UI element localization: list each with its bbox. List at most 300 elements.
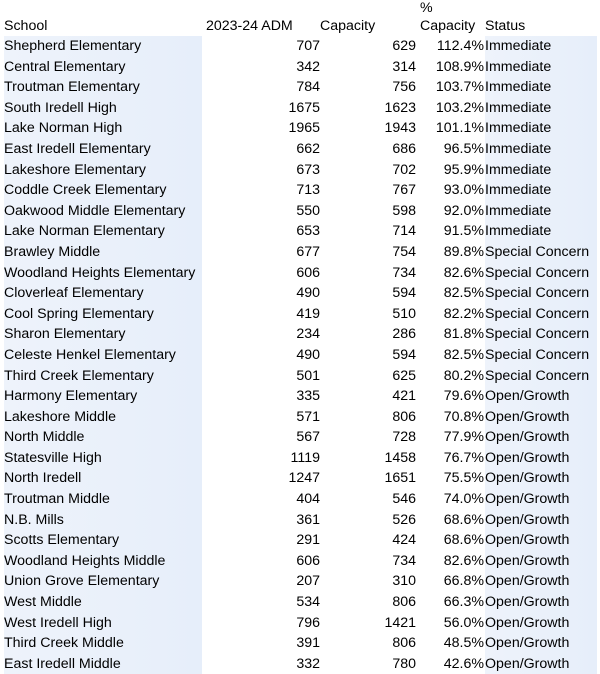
cell-capacity[interactable] xyxy=(320,366,416,387)
cell-adm[interactable] xyxy=(206,592,320,613)
cell-status[interactable] xyxy=(485,530,597,551)
table-row xyxy=(0,263,600,284)
cell-adm[interactable] xyxy=(206,407,320,428)
cell-school-text: Cloverleaf Elementary xyxy=(4,285,144,302)
cell-status[interactable] xyxy=(485,489,597,510)
cell-school[interactable] xyxy=(4,304,202,325)
table-row xyxy=(0,613,600,634)
cell-status-text: Immediate xyxy=(485,79,552,96)
cell-adm-text: 606 xyxy=(296,264,320,281)
cell-adm-text: 1965 xyxy=(288,120,320,137)
cell-capacity[interactable] xyxy=(320,180,416,201)
cell-percent-capacity-text: 74.0% xyxy=(443,491,484,508)
cell-percent-capacity[interactable] xyxy=(416,654,484,674)
cell-school-text: North Iredell xyxy=(4,470,82,487)
cell-percent-capacity[interactable] xyxy=(416,77,484,98)
cell-status[interactable] xyxy=(485,571,597,592)
table-row xyxy=(0,386,600,407)
cell-status-text: Open/Growth xyxy=(485,573,570,590)
cell-adm-text: 673 xyxy=(296,161,320,178)
cell-status[interactable] xyxy=(485,201,597,222)
cell-percent-capacity-text: 82.6% xyxy=(443,264,484,281)
cell-school[interactable] xyxy=(4,633,202,654)
cell-adm[interactable] xyxy=(206,139,320,160)
cell-adm-text: 332 xyxy=(296,655,320,672)
cell-adm-text: 419 xyxy=(296,305,320,322)
header-percent-capacity-label: Capacity xyxy=(420,18,476,34)
cell-school-text: Troutman Middle xyxy=(4,491,110,508)
cell-school[interactable] xyxy=(4,427,202,448)
cell-percent-capacity[interactable] xyxy=(416,427,484,448)
cell-capacity[interactable] xyxy=(320,98,416,119)
cell-percent-capacity-text: 80.2% xyxy=(443,367,484,384)
cell-status[interactable] xyxy=(485,304,597,325)
cell-adm[interactable] xyxy=(206,118,320,139)
cell-capacity-text: 1623 xyxy=(384,99,416,116)
cell-percent-capacity[interactable] xyxy=(416,613,484,634)
cell-adm[interactable] xyxy=(206,283,320,304)
cell-adm[interactable] xyxy=(206,468,320,489)
cell-percent-capacity[interactable] xyxy=(416,283,484,304)
cell-capacity-text: 310 xyxy=(392,573,416,590)
cell-adm-text: 501 xyxy=(296,367,320,384)
cell-school[interactable] xyxy=(4,324,202,345)
table-row xyxy=(0,160,600,181)
cell-percent-capacity[interactable] xyxy=(416,98,484,119)
cell-status[interactable] xyxy=(485,263,597,284)
cell-percent-capacity[interactable] xyxy=(416,407,484,428)
cell-adm[interactable] xyxy=(206,654,320,674)
cell-school[interactable] xyxy=(4,613,202,634)
cell-status[interactable] xyxy=(485,77,597,98)
cell-capacity-text: 806 xyxy=(392,408,416,425)
cell-status-text: Open/Growth xyxy=(485,429,570,446)
cell-adm[interactable] xyxy=(206,160,320,181)
cell-adm[interactable] xyxy=(206,366,320,387)
cell-capacity[interactable] xyxy=(320,324,416,345)
cell-percent-capacity[interactable] xyxy=(416,448,484,469)
cell-status[interactable] xyxy=(485,592,597,613)
cell-status[interactable] xyxy=(485,118,597,139)
cell-school[interactable] xyxy=(4,221,202,242)
cell-percent-capacity[interactable] xyxy=(416,386,484,407)
cell-status[interactable] xyxy=(485,345,597,366)
cell-school[interactable] xyxy=(4,180,202,201)
cell-percent-capacity-text: 82.6% xyxy=(443,552,484,569)
table-row xyxy=(0,98,600,119)
cell-adm[interactable] xyxy=(206,221,320,242)
cell-adm-text: 404 xyxy=(296,491,320,508)
table-row xyxy=(0,530,600,551)
cell-school-text: Shepherd Elementary xyxy=(4,38,142,54)
cell-status-text: Open/Growth xyxy=(485,552,570,569)
cell-adm[interactable] xyxy=(206,263,320,284)
cell-adm-text: 713 xyxy=(296,182,320,199)
cell-percent-capacity[interactable] xyxy=(416,57,484,78)
cell-status-text: Open/Growth xyxy=(485,635,570,652)
cell-percent-capacity-text: 70.8% xyxy=(443,408,484,425)
cell-adm-text: 234 xyxy=(296,326,320,343)
cell-adm-text: 653 xyxy=(296,223,320,240)
cell-adm[interactable] xyxy=(206,180,320,201)
cell-status-text: Open/Growth xyxy=(485,449,570,466)
cell-percent-capacity[interactable] xyxy=(416,139,484,160)
cell-percent-capacity-text: 101.1% xyxy=(435,120,484,137)
cell-adm-text: 490 xyxy=(296,346,320,363)
cell-school[interactable] xyxy=(4,468,202,489)
cell-school-text: Cool Spring Elementary xyxy=(4,305,154,322)
cell-school[interactable] xyxy=(4,407,202,428)
cell-status-text: Open/Growth xyxy=(485,511,570,528)
cell-capacity[interactable] xyxy=(320,613,416,634)
cell-capacity[interactable] xyxy=(320,489,416,510)
cell-school-text: Lakeshore Middle xyxy=(4,408,116,425)
cell-status[interactable] xyxy=(485,36,597,57)
cell-capacity[interactable] xyxy=(320,77,416,98)
cell-capacity[interactable] xyxy=(320,283,416,304)
table-row xyxy=(0,242,600,263)
cell-status-text: Special Concern xyxy=(485,285,590,302)
cell-adm-text: 291 xyxy=(296,532,320,549)
cell-percent-capacity[interactable] xyxy=(416,118,484,139)
cell-percent-capacity-text: 93.0% xyxy=(443,182,484,199)
table-row xyxy=(0,304,600,325)
cell-adm[interactable] xyxy=(206,77,320,98)
cell-status-text: Immediate xyxy=(485,182,552,199)
cell-capacity[interactable] xyxy=(320,448,416,469)
cell-percent-capacity[interactable] xyxy=(416,510,484,531)
cell-status[interactable] xyxy=(485,427,597,448)
cell-percent-capacity[interactable] xyxy=(416,242,484,263)
cell-school-text: Oakwood Middle Elementary xyxy=(4,202,186,219)
cell-percent-capacity-text: 66.3% xyxy=(443,594,484,611)
cell-capacity[interactable] xyxy=(320,57,416,78)
cell-percent-capacity-text: 48.5% xyxy=(443,635,484,652)
cell-capacity-text: 629 xyxy=(392,38,416,54)
cell-school[interactable] xyxy=(4,242,202,263)
cell-status-text: Special Concern xyxy=(485,305,590,322)
cell-adm[interactable] xyxy=(206,489,320,510)
cell-status-text: Immediate xyxy=(485,161,552,178)
table-row xyxy=(0,407,600,428)
cell-status[interactable] xyxy=(485,633,597,654)
cell-status[interactable] xyxy=(485,468,597,489)
cell-status[interactable] xyxy=(485,613,597,634)
cell-capacity[interactable] xyxy=(320,633,416,654)
cell-adm[interactable] xyxy=(206,345,320,366)
cell-percent-capacity[interactable] xyxy=(416,324,484,345)
table-row xyxy=(0,571,600,592)
cell-adm-text: 784 xyxy=(296,79,320,96)
cell-capacity[interactable] xyxy=(320,221,416,242)
cell-status[interactable] xyxy=(485,386,597,407)
cell-percent-capacity-text: 68.6% xyxy=(443,511,484,528)
cell-school-text: Sharon Elementary xyxy=(4,326,126,343)
cell-adm-text: 1247 xyxy=(288,470,320,487)
cell-school-text: Lakeshore Elementary xyxy=(4,161,146,178)
cell-adm-text: 567 xyxy=(296,429,320,446)
cell-adm-text: 1675 xyxy=(288,99,320,116)
cell-percent-capacity[interactable] xyxy=(416,592,484,613)
cell-adm[interactable] xyxy=(206,304,320,325)
cell-capacity[interactable] xyxy=(320,263,416,284)
cell-percent-capacity[interactable] xyxy=(416,36,484,57)
cell-school-text: Celeste Henkel Elementary xyxy=(4,346,176,363)
cell-percent-capacity-text: 42.6% xyxy=(443,655,484,672)
header-capacity-label: Capacity xyxy=(320,18,376,34)
cell-capacity-text: 1943 xyxy=(384,120,416,137)
cell-capacity-text: 728 xyxy=(392,429,416,446)
table-row xyxy=(0,57,600,78)
table-row xyxy=(0,654,600,674)
cell-status-text: Special Concern xyxy=(485,264,590,281)
cell-school-text: Brawley Middle xyxy=(4,243,101,260)
cell-adm-text: 571 xyxy=(296,408,320,425)
cell-status[interactable] xyxy=(485,221,597,242)
cell-percent-capacity[interactable] xyxy=(416,221,484,242)
cell-status-text: Open/Growth xyxy=(485,614,570,631)
cell-capacity[interactable] xyxy=(320,427,416,448)
cell-adm-text: 550 xyxy=(296,202,320,219)
cell-school[interactable] xyxy=(4,263,202,284)
cell-capacity[interactable] xyxy=(320,386,416,407)
cell-status[interactable] xyxy=(485,57,597,78)
cell-capacity-text: 546 xyxy=(392,491,416,508)
table-row xyxy=(0,468,600,489)
cell-adm[interactable] xyxy=(206,633,320,654)
cell-percent-capacity[interactable] xyxy=(416,633,484,654)
table-body xyxy=(0,36,600,674)
header-status[interactable] xyxy=(485,0,597,36)
cell-status[interactable] xyxy=(485,324,597,345)
cell-school[interactable] xyxy=(4,592,202,613)
cell-school[interactable] xyxy=(4,489,202,510)
cell-percent-capacity-text: 112.4% xyxy=(436,38,484,54)
cell-adm-text: 391 xyxy=(296,635,320,652)
cell-capacity[interactable] xyxy=(320,468,416,489)
cell-percent-capacity-text: 75.5% xyxy=(443,470,484,487)
cell-capacity-text: 598 xyxy=(392,202,416,219)
cell-adm-text: 662 xyxy=(296,140,320,157)
header-percent-symbol: % xyxy=(420,0,433,16)
cell-adm[interactable] xyxy=(206,427,320,448)
cell-school[interactable] xyxy=(4,118,202,139)
cell-school[interactable] xyxy=(4,510,202,531)
cell-school-text: East Iredell Middle xyxy=(4,655,121,672)
cell-school[interactable] xyxy=(4,283,202,304)
cell-percent-capacity[interactable] xyxy=(416,489,484,510)
cell-capacity-text: 1458 xyxy=(384,449,416,466)
cell-adm[interactable] xyxy=(206,571,320,592)
cell-adm-text: 796 xyxy=(296,614,320,631)
header-percent-capacity[interactable] xyxy=(416,0,484,36)
cell-adm[interactable] xyxy=(206,386,320,407)
cell-status[interactable] xyxy=(485,160,597,181)
cell-school-text: Union Grove Elementary xyxy=(4,573,160,590)
cell-capacity[interactable] xyxy=(320,36,416,57)
cell-school[interactable] xyxy=(4,139,202,160)
cell-school[interactable] xyxy=(4,386,202,407)
cell-percent-capacity-text: 82.5% xyxy=(443,285,484,302)
cell-school[interactable] xyxy=(4,345,202,366)
cell-school[interactable] xyxy=(4,366,202,387)
cell-capacity-text: 314 xyxy=(392,58,416,75)
cell-status[interactable] xyxy=(485,654,597,674)
table-row xyxy=(0,118,600,139)
cell-capacity[interactable] xyxy=(320,571,416,592)
cell-status[interactable] xyxy=(485,407,597,428)
cell-school-text: Woodland Heights Elementary xyxy=(4,264,196,281)
cell-capacity-text: 286 xyxy=(392,326,416,343)
cell-percent-capacity[interactable] xyxy=(416,345,484,366)
cell-percent-capacity[interactable] xyxy=(416,366,484,387)
cell-school-text: Lake Norman Elementary xyxy=(4,223,165,240)
cell-capacity[interactable] xyxy=(320,160,416,181)
cell-status[interactable] xyxy=(485,366,597,387)
cell-capacity[interactable] xyxy=(320,201,416,222)
cell-capacity-text: 1421 xyxy=(384,614,416,631)
cell-percent-capacity-text: 56.0% xyxy=(443,614,484,631)
cell-percent-capacity-text: 91.5% xyxy=(443,223,484,240)
cell-capacity[interactable] xyxy=(320,510,416,531)
header-adm[interactable] xyxy=(206,0,320,36)
table-row xyxy=(0,510,600,531)
cell-status-text: Open/Growth xyxy=(485,532,570,549)
cell-school[interactable] xyxy=(4,551,202,572)
cell-status[interactable] xyxy=(485,448,597,469)
cell-adm[interactable] xyxy=(206,551,320,572)
cell-percent-capacity[interactable] xyxy=(416,304,484,325)
cell-adm[interactable] xyxy=(206,98,320,119)
cell-capacity-text: 1651 xyxy=(384,470,416,487)
cell-percent-capacity[interactable] xyxy=(416,551,484,572)
cell-school-text: Third Creek Middle xyxy=(4,635,124,652)
table-row xyxy=(0,283,600,304)
cell-adm[interactable] xyxy=(206,613,320,634)
header-status-label: Status xyxy=(485,18,526,34)
cell-status[interactable] xyxy=(485,283,597,304)
cell-percent-capacity-text: 92.0% xyxy=(443,202,484,219)
cell-percent-capacity[interactable] xyxy=(416,468,484,489)
cell-school[interactable] xyxy=(4,36,202,57)
cell-school-text: Coddle Creek Elementary xyxy=(4,182,167,199)
cell-percent-capacity[interactable] xyxy=(416,571,484,592)
cell-percent-capacity[interactable] xyxy=(416,530,484,551)
cell-percent-capacity-text: 79.6% xyxy=(443,388,484,405)
cell-school-text: Third Creek Elementary xyxy=(4,367,154,384)
cell-adm[interactable] xyxy=(206,324,320,345)
cell-status[interactable] xyxy=(485,551,597,572)
cell-percent-capacity-text: 108.9% xyxy=(435,58,484,75)
cell-percent-capacity-text: 103.7% xyxy=(435,79,484,96)
cell-capacity[interactable] xyxy=(320,242,416,263)
cell-adm[interactable] xyxy=(206,201,320,222)
cell-percent-capacity[interactable] xyxy=(416,263,484,284)
cell-school[interactable] xyxy=(4,77,202,98)
cell-percent-capacity[interactable] xyxy=(416,160,484,181)
cell-adm[interactable] xyxy=(206,36,320,57)
cell-capacity[interactable] xyxy=(320,345,416,366)
cell-adm-text: 335 xyxy=(296,388,320,405)
cell-capacity[interactable] xyxy=(320,592,416,613)
table-row xyxy=(0,633,600,654)
cell-percent-capacity[interactable] xyxy=(416,180,484,201)
cell-status[interactable] xyxy=(485,180,597,201)
cell-adm-text: 361 xyxy=(296,511,320,528)
cell-adm[interactable] xyxy=(206,242,320,263)
table-row xyxy=(0,489,600,510)
cell-school[interactable] xyxy=(4,160,202,181)
cell-school[interactable] xyxy=(4,530,202,551)
cell-capacity[interactable] xyxy=(320,551,416,572)
cell-capacity-text: 780 xyxy=(392,655,416,672)
cell-school[interactable] xyxy=(4,448,202,469)
cell-capacity-text: 526 xyxy=(392,511,416,528)
cell-percent-capacity-text: 89.8% xyxy=(443,243,484,260)
cell-school-text: East Iredell Elementary xyxy=(4,140,151,157)
cell-adm[interactable] xyxy=(206,448,320,469)
cell-status[interactable] xyxy=(485,242,597,263)
cell-school[interactable] xyxy=(4,201,202,222)
cell-school[interactable] xyxy=(4,57,202,78)
cell-percent-capacity-text: 82.2% xyxy=(443,305,484,322)
cell-capacity[interactable] xyxy=(320,304,416,325)
header-school-label: School xyxy=(4,18,48,34)
header-school[interactable] xyxy=(4,0,202,36)
cell-capacity[interactable] xyxy=(320,139,416,160)
cell-capacity[interactable] xyxy=(320,407,416,428)
cell-school-text: South Iredell High xyxy=(4,99,117,116)
cell-school-text: Harmony Elementary xyxy=(4,388,138,405)
cell-capacity[interactable] xyxy=(320,530,416,551)
cell-school-text: West Middle xyxy=(4,594,82,611)
cell-school[interactable] xyxy=(4,98,202,119)
cell-percent-capacity-text: 96.5% xyxy=(443,140,484,157)
cell-status[interactable] xyxy=(485,510,597,531)
cell-status-text: Special Concern xyxy=(485,346,590,363)
cell-adm-text: 606 xyxy=(296,552,320,569)
cell-capacity-text: 594 xyxy=(392,346,416,363)
cell-adm[interactable] xyxy=(206,57,320,78)
cell-capacity-text: 754 xyxy=(392,243,416,260)
cell-percent-capacity[interactable] xyxy=(416,201,484,222)
cell-status[interactable] xyxy=(485,139,597,160)
cell-school[interactable] xyxy=(4,571,202,592)
cell-school-text: Lake Norman High xyxy=(4,120,123,137)
cell-adm-text: 707 xyxy=(296,38,320,54)
cell-status-text: Open/Growth xyxy=(485,470,570,487)
cell-capacity[interactable] xyxy=(320,118,416,139)
header-capacity[interactable] xyxy=(320,0,416,36)
cell-status-text: Special Concern xyxy=(485,367,590,384)
cell-capacity-text: 756 xyxy=(392,79,416,96)
cell-adm-text: 490 xyxy=(296,285,320,302)
cell-school-text: West Iredell High xyxy=(4,614,112,631)
cell-status[interactable] xyxy=(485,98,597,119)
cell-adm[interactable] xyxy=(206,510,320,531)
table-row xyxy=(0,592,600,613)
cell-capacity[interactable] xyxy=(320,654,416,674)
table-row xyxy=(0,221,600,242)
table-header-row xyxy=(0,0,600,36)
cell-status-text: Open/Growth xyxy=(485,655,570,672)
cell-school[interactable] xyxy=(4,654,202,674)
table-row xyxy=(0,36,600,57)
cell-status-text: Immediate xyxy=(485,223,552,240)
cell-adm[interactable] xyxy=(206,530,320,551)
cell-status-text: Open/Growth xyxy=(485,408,570,425)
cell-school-text: Scotts Elementary xyxy=(4,532,120,549)
